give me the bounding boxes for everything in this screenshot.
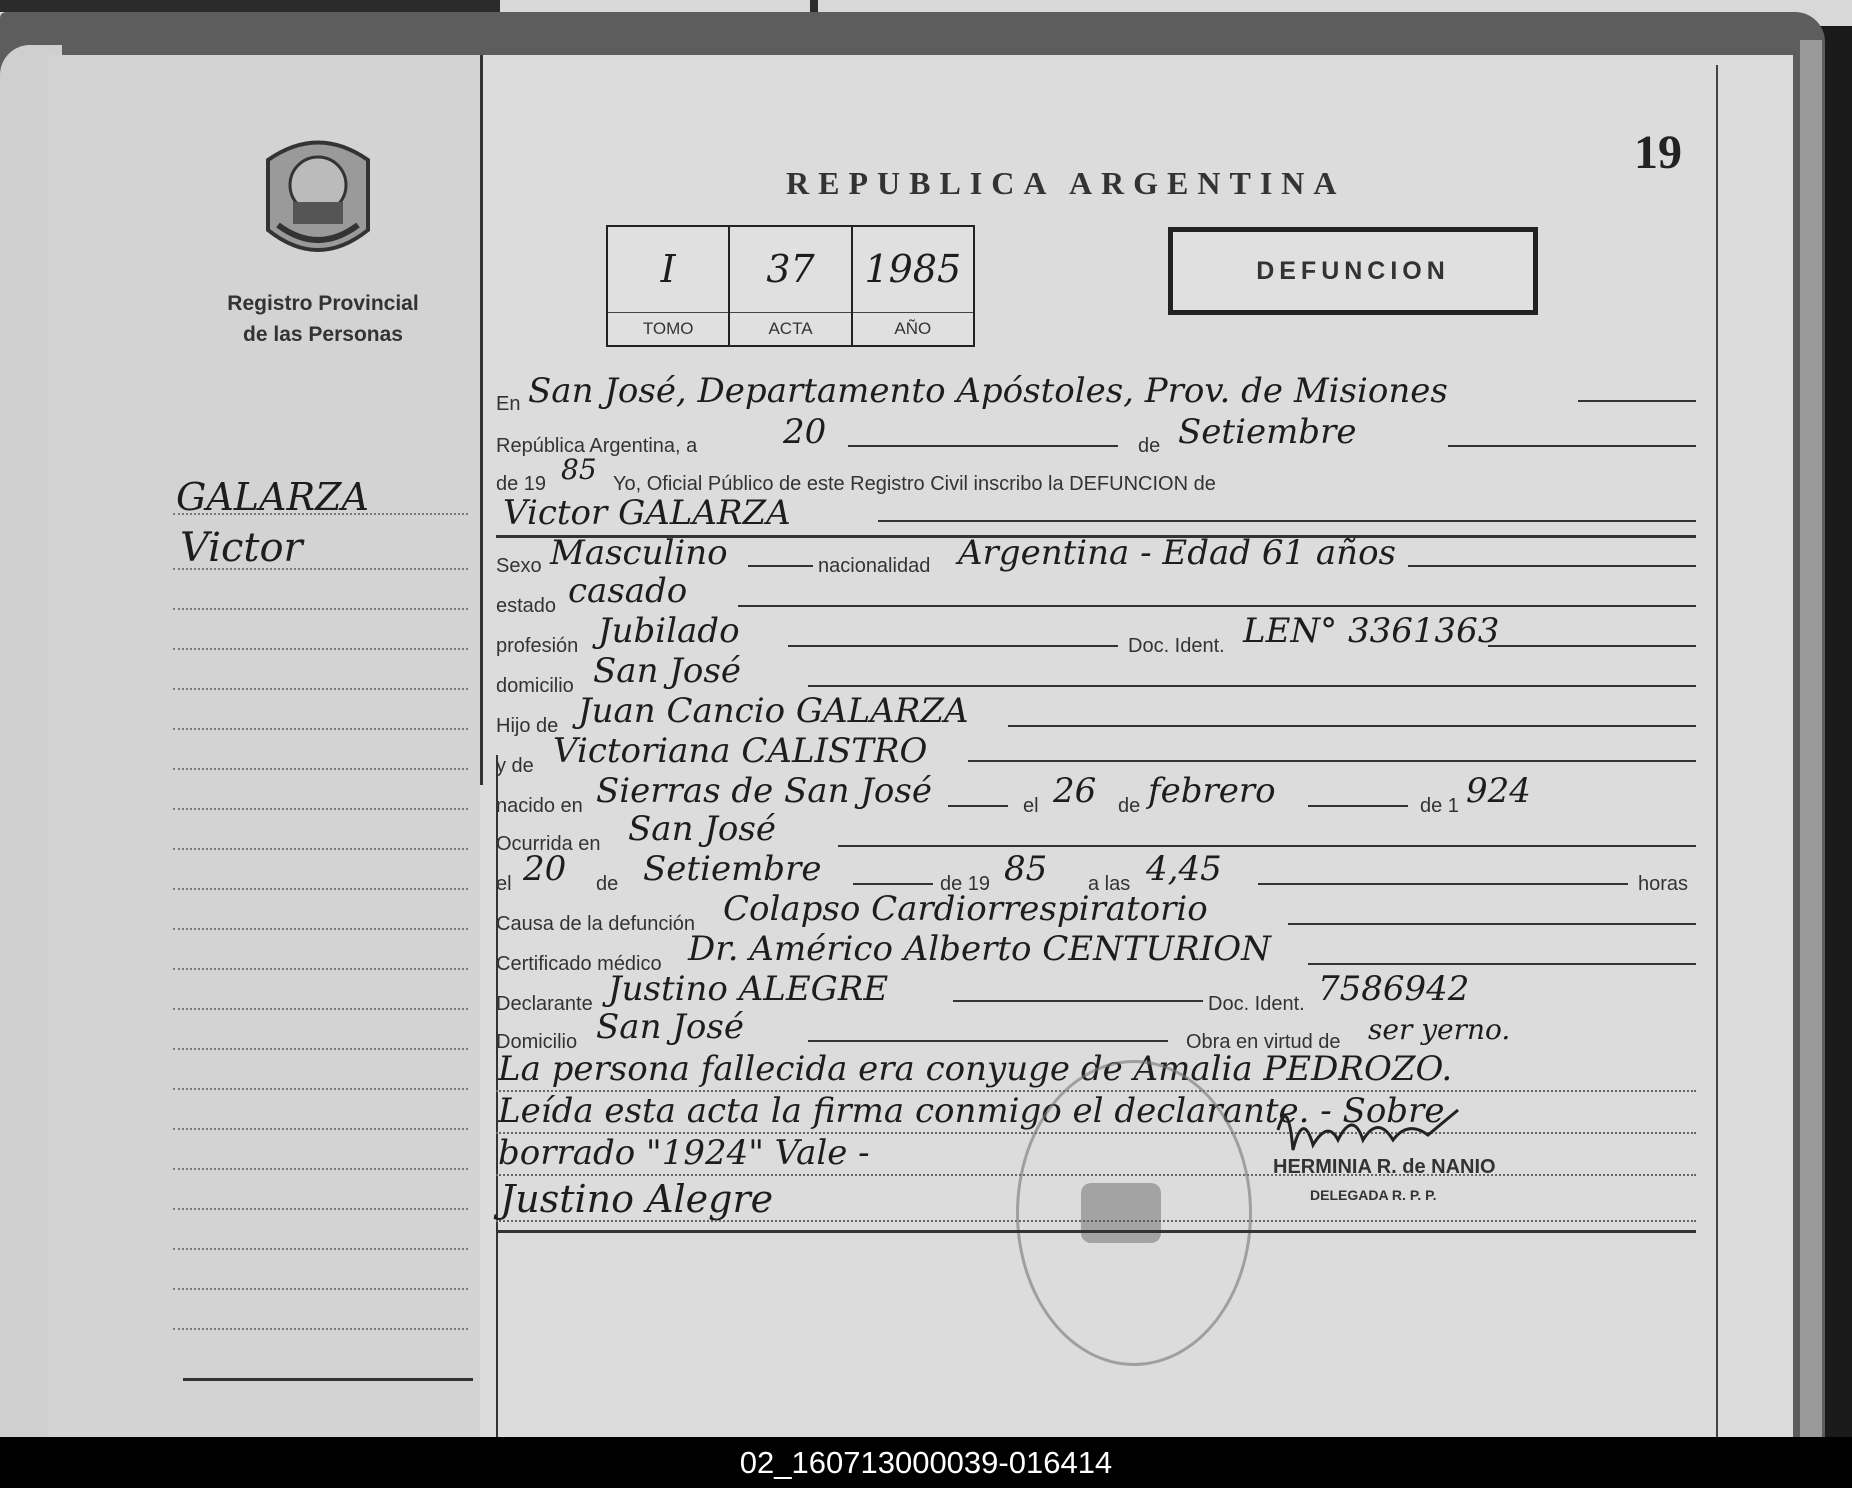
stub-line: [173, 1168, 468, 1170]
stub-line: [173, 1048, 468, 1050]
officer-title: DELEGADA R. P. P.: [1310, 1187, 1437, 1203]
fill-line: [848, 445, 1118, 447]
stub-line: [173, 1088, 468, 1090]
def-dia: 20: [523, 849, 567, 889]
def-anio: 85: [1004, 849, 1048, 889]
officer-signature-icon: [1268, 1090, 1468, 1160]
fill-line: [808, 1040, 1168, 1042]
stub-line: [173, 968, 468, 970]
tomo-acta-anio-box: [606, 225, 975, 347]
tomo-label: TOMO: [608, 312, 728, 345]
el-label: el: [1023, 795, 1039, 817]
de-label: de: [1138, 435, 1161, 457]
anio-cell: [853, 227, 973, 345]
stub-line: [173, 568, 468, 570]
bottom-rule: [496, 1230, 1696, 1233]
def-hora: 4,45: [1146, 849, 1222, 889]
fill-line: [1008, 725, 1696, 727]
domicilio-label: domicilio: [496, 675, 574, 697]
obra-value: ser yerno.: [1368, 1013, 1511, 1046]
padre-value: Juan Cancio GALARZA: [578, 691, 969, 731]
cover-edge: [1800, 40, 1822, 1440]
causa-label: Causa de la defunción: [496, 913, 696, 935]
top-dark-mark: [810, 0, 818, 12]
nacido-label: nacido en: [496, 795, 583, 817]
certificado-label: Certificado médico: [496, 953, 662, 975]
hijo-label: Hijo de: [496, 715, 559, 737]
stub-line: [173, 1248, 468, 1250]
folio-number: 19: [1634, 126, 1682, 179]
fill-line: [948, 805, 1008, 807]
record-month: Setiembre: [1178, 412, 1357, 452]
decl-domicilio-label: Domicilio: [496, 1031, 578, 1053]
nacido-lugar: Sierras de San José: [596, 771, 932, 811]
stub-line: [173, 1208, 468, 1210]
republica-label: República Argentina, a: [496, 435, 698, 457]
madre-value: Victoriana CALISTRO: [553, 731, 928, 771]
record-year: 85: [561, 453, 597, 486]
acta-cell: [730, 227, 852, 345]
fill-line: [968, 760, 1696, 762]
fill-line: [853, 883, 933, 885]
stub-given-name: Victor: [180, 525, 303, 571]
stub-line: [173, 928, 468, 930]
sexo-label: Sexo: [496, 555, 542, 577]
stub-line: [173, 513, 468, 515]
stub-line: [173, 1008, 468, 1010]
sexo-value: Masculino: [550, 533, 728, 573]
stub-line: [173, 768, 468, 770]
acta-label: ACTA: [730, 312, 850, 345]
doc-value: LEN° 3361363: [1243, 611, 1500, 651]
image-caption: 02_160713000039-016414: [0, 1437, 1852, 1488]
nacido-mes: febrero: [1148, 771, 1276, 811]
deceased-name: Victor GALARZA: [503, 493, 791, 533]
decl-domicilio-value: San José: [596, 1007, 744, 1047]
declarante-label: Declarante: [496, 993, 593, 1015]
de1-label: de 1: [1420, 795, 1459, 817]
en-label: En: [496, 393, 521, 415]
inscribe-text: Yo, Oficial Público de este Registro Civil inscribo la DEFUNCION de: [613, 473, 1216, 495]
domicilio-value: San José: [593, 651, 741, 691]
stamp-emblem: [1081, 1183, 1161, 1243]
stub-bottom-rule: [183, 1378, 473, 1381]
stub-line: [173, 888, 468, 890]
de-label-nac: de: [1118, 795, 1141, 817]
nacido-anio: 924: [1466, 771, 1531, 811]
stub-line: [173, 728, 468, 730]
official-stamp-icon: [1016, 1060, 1252, 1366]
alas-label: a las: [1088, 873, 1131, 895]
fill-line: [1308, 963, 1696, 965]
stub-line: [173, 848, 468, 850]
fill-line: [1448, 445, 1696, 447]
stub-column: [48, 55, 480, 1437]
def-mes: Setiembre: [643, 849, 822, 889]
declarant-signature: Justino Alegre: [500, 1177, 774, 1221]
registry-name-line1: Registro Provincial: [227, 292, 419, 315]
stub-line: [173, 808, 468, 810]
causa-value: Colapso Cardiorrespiratorio: [723, 889, 1208, 929]
fill-line: [1488, 645, 1696, 647]
stub-line: [173, 1288, 468, 1290]
registry-name-line2: de las Personas: [243, 323, 403, 346]
horas-label: horas: [1638, 873, 1689, 895]
fill-line: [1288, 923, 1696, 925]
stub-divider: [480, 55, 483, 785]
note-line-2: Leída esta acta la firma conmigo el declarante. - Sobre: [498, 1091, 1445, 1131]
top-dark-block: [0, 0, 500, 12]
stub-line: [173, 688, 468, 690]
de19-label: de 19: [940, 873, 991, 895]
fill-line: [738, 605, 1696, 607]
nacionalidad-value: Argentina - Edad 61 años: [958, 533, 1396, 573]
profesion-value: Jubilado: [598, 611, 740, 651]
anio-label: AÑO: [853, 312, 973, 345]
fill-line: [838, 845, 1696, 847]
ocurrida-value: San José: [628, 809, 776, 849]
ocurrida-label: Ocurrida en: [496, 833, 601, 855]
fill-line: [748, 565, 813, 567]
estado-label: estado: [496, 595, 557, 617]
register-page: [48, 55, 1793, 1437]
stub-line: [173, 1128, 468, 1130]
obra-label: Obra en virtud de: [1186, 1031, 1341, 1053]
nacionalidad-label: nacionalidad: [818, 555, 931, 577]
fill-line: [788, 645, 1118, 647]
y-de-label: y de: [496, 755, 534, 777]
stub-line: [173, 608, 468, 610]
decl-doc-value: 7586942: [1318, 969, 1470, 1009]
record-type-box: DEFUNCION: [1168, 227, 1538, 315]
officer-name: HERMINIA R. de NANIO: [1273, 1156, 1496, 1178]
decl-doc-label: Doc. Ident.: [1208, 993, 1305, 1015]
fill-line: [1578, 400, 1696, 402]
place: San José, Departamento Apóstoles, Prov. de Misiones: [528, 371, 1448, 411]
tomo-value: I: [660, 247, 676, 291]
profesion-label: profesión: [496, 635, 579, 657]
record-day: 20: [783, 412, 827, 452]
stub-line: [173, 648, 468, 650]
stub-surname: GALARZA: [176, 475, 369, 519]
fill-line: [808, 685, 1696, 687]
anio-value: 1985: [864, 247, 962, 291]
de2-label: de: [596, 873, 619, 895]
note-line-3: borrado "1924" Vale -: [498, 1133, 870, 1173]
fill-line: [1258, 883, 1628, 885]
acta-value: 37: [766, 247, 815, 291]
nacido-dia: 26: [1053, 771, 1097, 811]
fill-line: [1308, 805, 1408, 807]
country-title: REPUBLICA ARGENTINA: [786, 165, 1346, 201]
doc-label: Doc. Ident.: [1128, 635, 1225, 657]
right-margin-rule: [1716, 65, 1718, 1437]
stub-line: [173, 1328, 468, 1330]
note-line-1: La persona fallecida era conyuge de Amalia PEDROZO.: [498, 1049, 1453, 1089]
fill-line: [1408, 565, 1696, 567]
declarante-value: Justino ALEGRE: [608, 969, 889, 1009]
el2-label: el: [496, 873, 512, 895]
fill-line: [878, 520, 1696, 522]
certificado-value: Dr. Américo Alberto CENTURION: [688, 929, 1271, 969]
estado-value: casado: [568, 571, 688, 611]
fill-line: [953, 1000, 1203, 1002]
provincial-seal-icon: [258, 130, 378, 268]
tomo-cell: [608, 227, 730, 345]
year-prefix: de 19: [496, 473, 547, 495]
